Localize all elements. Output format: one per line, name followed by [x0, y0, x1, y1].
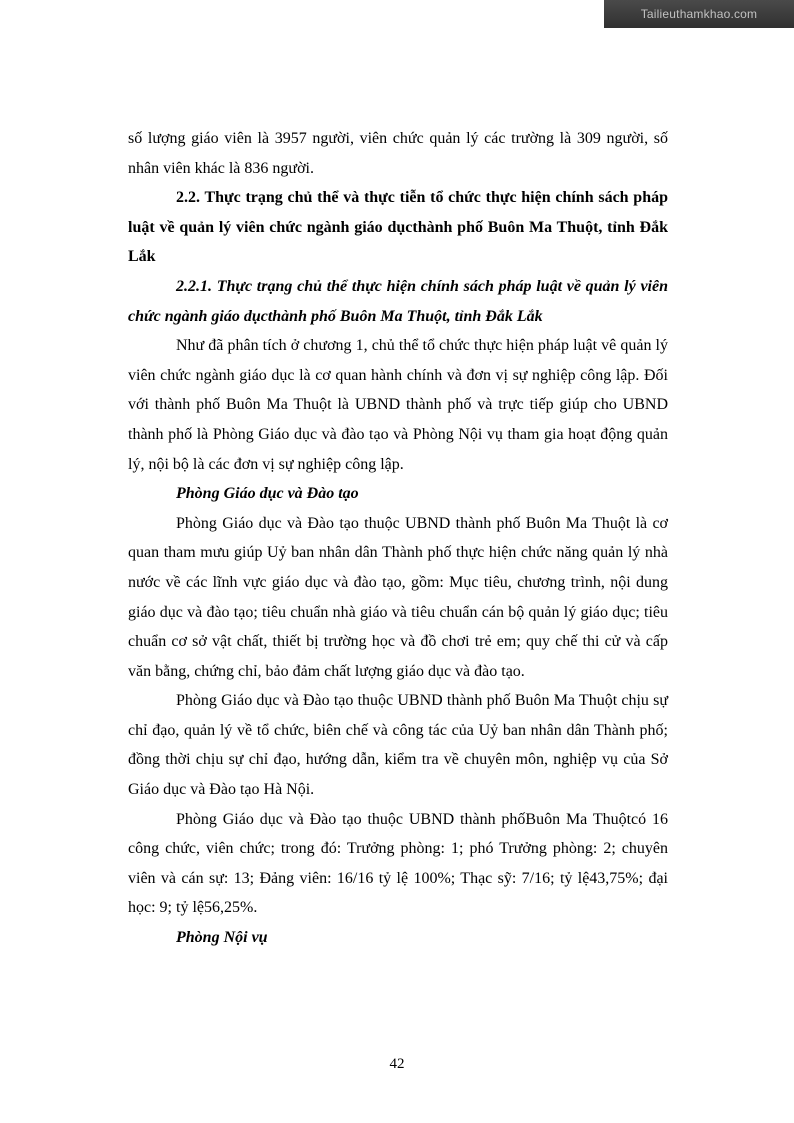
- section-heading-2-2-1: 2.2.1. Thực trạng chủ thể thực hiện chính sách pháp luật về quản lý viên chức ngành giáo dụcthành phố Buôn Ma Thuột, tỉnh Đắk Lắk: [128, 277, 668, 325]
- paragraph-body: Như đã phân tích ở chương 1, chủ thể tổ chức thực hiện pháp luật vê quản lý viên chức ngành giáo dục là cơ quan hành chính và đơn vị sự nghiệp công lập. Đối với thành phố Buôn Ma Thuột là UBND thành phố và trực tiếp giúp cho UBND thành phố là Phòng Giáo dục và đào tạo và Phòng Nội vụ tham gia hoạt động quản lý, nội bộ là các đơn vị sự nghiệp công lập.: [128, 337, 668, 473]
- subheading-phong-giao-duc-dao-tao: Phòng Giáo dục và Đào tạo: [176, 485, 359, 503]
- page-content: [128, 124, 668, 953]
- watermark-banner: [604, 0, 794, 28]
- paragraph-body: Phòng Giáo dục và Đào tạo thuộc UBND thành phốBuôn Ma Thuộtcó 16 công chức, viên chức; trong đó: Trưởng phòng: 1; phó Trưởng phòng: 2; chuyên viên và cán sự: 13; Đảng viên: 16/16 tỷ lệ 100%; Thạc sỹ: 7/16; tỷ lệ43,75%; đại học: 9; tỷ lệ56,25%.: [128, 810, 668, 917]
- paragraph-body: Phòng Giáo dục và Đào tạo thuộc UBND thành phố Buôn Ma Thuột chịu sự chỉ đạo, quản lý về tổ chức, biên chế và công tác của Uỷ ban nhân dân Thành phố; đồng thời chịu sự chỉ đạo, hướng dẫn, kiểm tra về chuyên môn, nghiệp vụ của Sở Giáo dục và Đào tạo Hà Nội.: [128, 692, 668, 799]
- subheading-phong-noi-vu: Phòng Nội vụ: [176, 929, 268, 947]
- page-number: 42: [389, 1056, 405, 1072]
- paragraph-continuation: số lượng giáo viên là 3957 người, viên chức quản lý các trường là 309 người, số nhân viên khác là 836 người.: [128, 130, 668, 177]
- section-heading-2-2: 2.2. Thực trạng chủ thể và thực tiễn tổ chức thực hiện chính sách pháp luật về quản lý viên chức ngành giáo dụcthành phố Buôn Ma Thuột, tỉnh Đắk Lắk: [128, 189, 668, 266]
- watermark-text: Tailieuthamkhao.com: [640, 7, 758, 21]
- paragraph-body: Phòng Giáo dục và Đào tạo thuộc UBND thành phố Buôn Ma Thuột là cơ quan tham mưu giúp Uỷ ban nhân dân Thành phố thực hiện chức năng quản lý nhà nước về các lĩnh vực giáo dục và đào tạo, gồm: Mục tiêu, chương trình, nội dung giáo dục và đào tạo; tiêu chuẩn nhà giáo và tiêu chuẩn cán bộ quản lý giáo dục; tiêu chuẩn cơ sở vật chất, thiết bị trường học và đồ chơi trẻ em; quy chế thi cử và cấp văn bằng, chứng chỉ, bảo đảm chất lượng giáo dục và đào tạo.: [128, 514, 668, 680]
